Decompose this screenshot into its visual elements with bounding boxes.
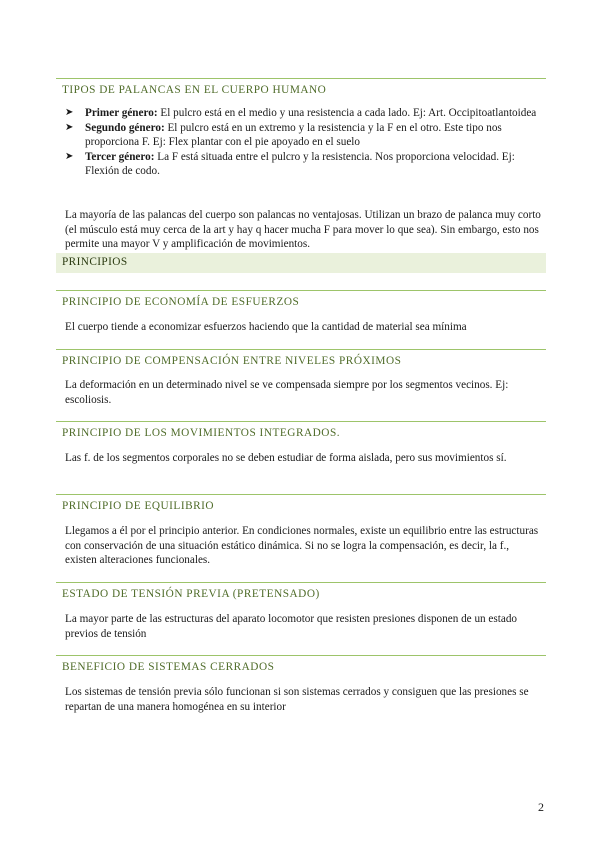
list-item-text: El pulcro está en un extremo y la resistencia y la F en el otro. Este tipo nos proporciona F. Ej: Flex plantar con el pie apoyado en el suelo bbox=[85, 121, 502, 149]
arrow-bullet-icon: ➤ bbox=[65, 121, 74, 133]
section-heading-principios: PRINCIPIOS bbox=[56, 253, 546, 273]
paragraph-compensacion: La deformación en un determinado nivel se ve compensada siempre por los segmentos vecinos. Ej: escoliosis. bbox=[65, 379, 509, 406]
paragraph-cerrados: Los sistemas de tensión previa sólo funcionan si son sistemas cerrados y consiguen que las presiones se repartan de una manera homogénea en su interior bbox=[65, 686, 529, 713]
list-item bbox=[65, 106, 543, 121]
paragraph-integrados: Las f. de los segmentos corporales no se deben estudiar de forma aislada, pero sus movimientos sí. bbox=[65, 452, 507, 464]
section-heading-compensacion: PRINCIPIO DE COMPENSACIÓN ENTRE NIVELES PRÓXIMOS bbox=[56, 349, 546, 367]
section-heading-integrados: PRINCIPIO DE LOS MOVIMIENTOS INTEGRADOS. bbox=[56, 421, 546, 439]
paragraph-palancas: La mayoría de las palancas del cuerpo son palancas no ventajosas. Utilizan un brazo de palanca muy corto (el músculo está muy cerca de la art y hay q hacer mucha F para mover lo que sea). Sin embargo, esto nos permite una mayor V y amplificación de movimientos. bbox=[65, 209, 541, 251]
list-item-term: Primer género: bbox=[85, 107, 158, 119]
list-item bbox=[65, 150, 543, 179]
section-heading-economia: PRINCIPIO DE ECONOMÍA DE ESFUERZOS bbox=[56, 290, 546, 308]
section-heading-cerrados: BENEFICIO DE SISTEMAS CERRADOS bbox=[56, 655, 546, 673]
arrow-bullet-icon: ➤ bbox=[65, 150, 74, 162]
arrow-bullet-icon: ➤ bbox=[65, 107, 74, 118]
section-heading-palancas: TIPOS DE PALANCAS EN EL CUERPO HUMANO bbox=[56, 78, 546, 96]
paragraph-tension: La mayor parte de las estructuras del aparato locomotor que resisten presiones disponen de un estado previos de tensión bbox=[65, 613, 518, 640]
section-heading-equilibrio: PRINCIPIO DE EQUILIBRIO bbox=[56, 494, 546, 512]
list-item-term: Tercer género: bbox=[85, 150, 155, 163]
page-number: 2 bbox=[538, 800, 544, 814]
paragraph-equilibrio: Llegamos a él por el principio anterior. En condiciones normales, existe un equilibrio entre las estructuras con conservación de una situación estático dinámica. Si no se logra la compensación, es decir, la f., existen alteraciones funcionales. bbox=[65, 525, 539, 567]
list-item-text: La F está situada entre el pulcro y la resistencia. Nos proporciona velocidad. Ej: Flexión de codo. bbox=[85, 150, 515, 178]
lever-types-list bbox=[65, 106, 543, 179]
list-item-term: Segundo género: bbox=[85, 121, 165, 134]
list-item-text: El pulcro está en el medio y una resistencia a cada lado. Ej: Art. Occipitoatlantoidea bbox=[157, 107, 537, 119]
section-heading-tension: ESTADO DE TENSIÓN PREVIA (PRETENSADO) bbox=[56, 582, 546, 600]
paragraph-economia: El cuerpo tiende a economizar esfuerzos haciendo que la cantidad de material sea mínima bbox=[65, 321, 467, 333]
list-item bbox=[65, 121, 543, 150]
